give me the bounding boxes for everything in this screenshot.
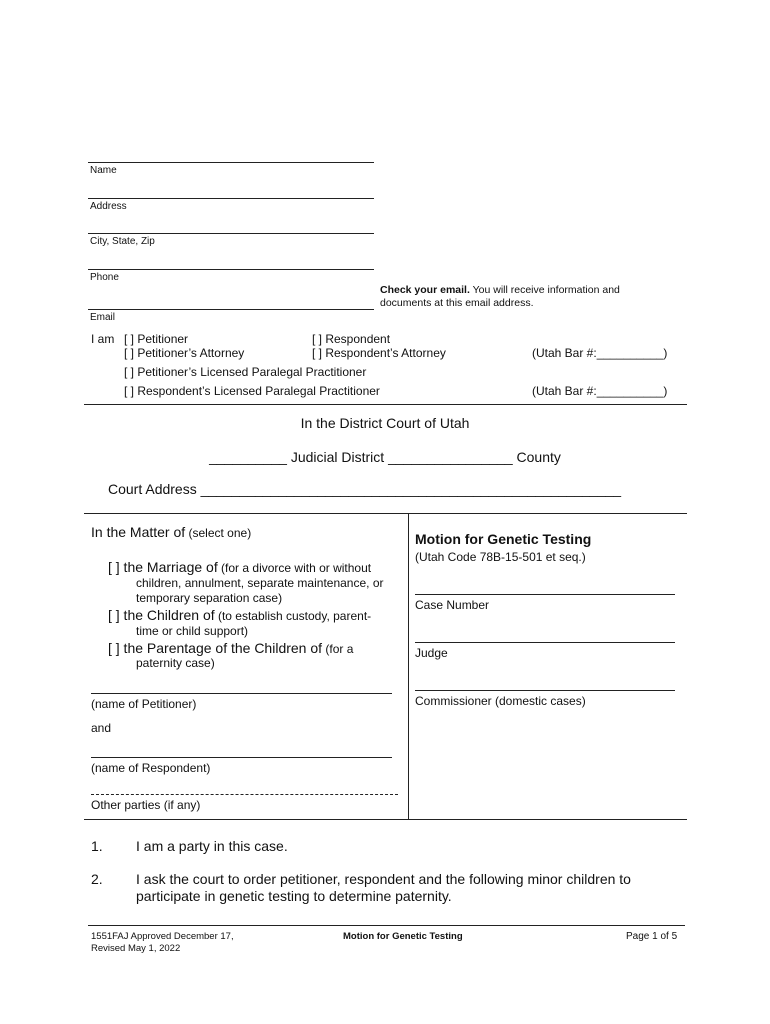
footer-page-number: Page 1 of 5 (626, 931, 678, 942)
motion-code: (Utah Code 78B-15-501 et seq.) (415, 550, 586, 564)
judge-line[interactable] (415, 642, 675, 643)
marriage-option-label: [ ] the Marriage of (108, 559, 218, 575)
item-2-number: 2. (91, 871, 103, 887)
divider-top (84, 404, 687, 405)
caption-divider (408, 513, 409, 819)
motion-title: Motion for Genetic Testing (415, 531, 592, 547)
item-1-text: I am a party in this case. (136, 838, 288, 854)
city-line[interactable] (88, 233, 374, 234)
matter-heading-text: In the Matter of (91, 524, 186, 540)
footer-rule (88, 925, 685, 926)
i-am-label: I am (91, 332, 115, 346)
respondent-attorney-checkbox[interactable]: [ ] Respondent’s Attorney (312, 346, 446, 360)
utah-bar-field-2[interactable]: (Utah Bar #:__________) (532, 384, 668, 398)
address-label: Address (90, 201, 127, 212)
phone-label: Phone (90, 272, 119, 283)
email-note-text: You will receive information and documents at this email address. (380, 284, 620, 309)
footer-left (91, 931, 234, 955)
judge-label: Judge (415, 646, 448, 660)
footer-revised: Revised May 1, 2022 (91, 943, 181, 954)
parentage-option-cont1: paternity case) (136, 656, 215, 670)
phone-line[interactable] (88, 269, 374, 270)
city-label: City, State, Zip (90, 236, 155, 247)
parentage-option-note: (for a (322, 642, 354, 656)
petitioner-name-label: (name of Petitioner) (91, 697, 197, 711)
matter-heading-note: (select one) (185, 526, 252, 540)
marriage-option-cont2: temporary separation case) (136, 591, 283, 605)
footer-center-title: Motion for Genetic Testing (343, 931, 463, 942)
respondent-checkbox[interactable]: [ ] Respondent (312, 332, 391, 346)
marriage-option-cont1: children, annulment, separate maintenance, or (136, 576, 384, 590)
children-option-note: (to establish custody, parent- (214, 609, 372, 623)
footer-approved: 1551FAJ Approved December 17, (91, 931, 234, 942)
petitioner-checkbox[interactable]: [ ] Petitioner (124, 332, 189, 346)
email-note-bold: Check your email. (380, 284, 470, 296)
commissioner-label: Commissioner (domestic cases) (415, 694, 586, 708)
item-2-line-2: participate in genetic testing to determine paternity. (136, 888, 452, 904)
caption-top-border (84, 513, 687, 514)
children-option-cont1: time or child support) (136, 624, 249, 638)
utah-bar-field-1[interactable]: (Utah Bar #:__________) (532, 346, 668, 360)
address-line[interactable] (88, 198, 374, 199)
court-address-line[interactable]: Court Address ______________________________________________________ (108, 481, 622, 497)
parentage-option-label: [ ] the Parentage of the Children of (108, 640, 323, 656)
item-1-number: 1. (91, 838, 103, 854)
respondent-name-line[interactable] (91, 757, 392, 758)
respondent-name-label: (name of Respondent) (91, 761, 211, 775)
other-parties-line[interactable] (91, 794, 398, 795)
name-line[interactable] (88, 162, 374, 163)
name-label: Name (90, 165, 117, 176)
caption-bottom-border (84, 819, 687, 820)
email-note (380, 284, 660, 310)
other-parties-label: Other parties (if any) (91, 798, 201, 812)
email-label: Email (90, 312, 116, 323)
case-number-line[interactable] (415, 594, 675, 595)
email-line[interactable] (88, 309, 374, 310)
petitioner-attorney-checkbox[interactable]: [ ] Petitioner’s Attorney (124, 346, 245, 360)
petitioner-name-line[interactable] (91, 693, 392, 694)
and-label: and (91, 721, 112, 735)
court-title: In the District Court of Utah (300, 415, 470, 431)
marriage-option-note: (for a divorce with or without (217, 561, 372, 575)
commissioner-line[interactable] (415, 690, 675, 691)
children-option[interactable] (108, 607, 371, 625)
petitioner-lpp-checkbox[interactable]: [ ] Petitioner’s Licensed Paralegal Practitioner (124, 365, 367, 379)
case-number-label: Case Number (415, 598, 490, 612)
matter-heading (91, 524, 251, 542)
district-county-line[interactable]: __________ Judicial District ________________ County (209, 449, 561, 465)
marriage-option[interactable] (108, 559, 371, 577)
children-option-label: [ ] the Children of (108, 607, 215, 623)
item-2-line-1: I ask the court to order petitioner, respondent and the following minor children to (136, 871, 631, 887)
respondent-lpp-checkbox[interactable]: [ ] Respondent’s Licensed Paralegal Practitioner (124, 384, 380, 398)
